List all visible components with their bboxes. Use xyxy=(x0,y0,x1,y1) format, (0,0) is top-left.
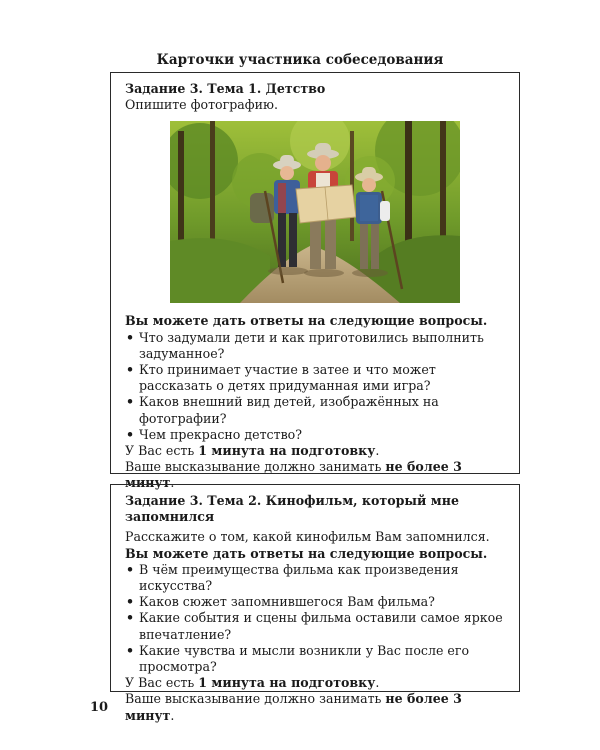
questions-intro: Вы можете дать ответы на следующие вопросы. xyxy=(125,545,488,561)
list-item: • Каков сюжет запомнившегося Вам фильма? xyxy=(125,594,509,610)
prep-time: 1 минута на подготовку xyxy=(198,443,376,459)
page-number: 10 xyxy=(90,700,109,715)
questions-list xyxy=(125,562,509,675)
limit-prefix: Ваше высказывание должно занимать xyxy=(125,691,386,707)
prep-suffix: . xyxy=(375,443,380,459)
questions-intro: Вы можете дать ответы на следующие вопросы. xyxy=(125,313,488,329)
prep-time-note xyxy=(125,675,509,691)
list-item: • Каков внешний вид детей, изображённых на фотографии? xyxy=(125,394,509,426)
prep-prefix: У Вас есть xyxy=(125,443,199,459)
list-item: • В чём преимущества фильма как произведения искусства? xyxy=(125,562,509,594)
questions-list xyxy=(125,330,509,443)
card-heading: Задание 3. Тема 1. Детство xyxy=(125,81,326,96)
time-limit: не более 3 минут xyxy=(125,691,462,723)
limit-suffix: . xyxy=(170,475,175,491)
list-item: • Чем прекрасно детство? xyxy=(125,427,509,443)
prep-prefix: У Вас есть xyxy=(125,675,199,691)
time-limit: не более 3 минут xyxy=(125,459,462,491)
task-card-film xyxy=(110,484,520,723)
card-instruction: Расскажите о том, какой кинофильм Вам запомнился. xyxy=(125,529,490,545)
page-title: Карточки участника собеседования xyxy=(156,52,444,68)
list-item: • Какие чувства и мысли возникли у Вас после его просмотра? xyxy=(125,643,509,675)
limit-suffix: . xyxy=(170,707,175,723)
time-limit-note xyxy=(125,691,509,723)
prep-time: 1 минута на подготовку xyxy=(198,675,376,691)
list-item: • Что задумали дети и как приготовились выполнить задуманное? xyxy=(125,330,509,362)
prep-time-note xyxy=(125,443,509,459)
list-item: • Кто принимает участие в затее и что может рассказать о детях придуманная ими игра? xyxy=(125,362,509,394)
children-hiking-photo xyxy=(170,121,460,303)
card-heading: Задание 3. Тема 2. Кинофильм, который мне запомнился xyxy=(125,493,459,525)
card-instruction: Опишите фотографию. xyxy=(125,97,279,113)
prep-suffix: . xyxy=(375,675,380,691)
task-card-childhood xyxy=(110,72,520,491)
limit-prefix: Ваше высказывание должно занимать xyxy=(125,459,386,475)
list-item: • Какие события и сцены фильма оставили самое яркое впечатление? xyxy=(125,610,509,642)
